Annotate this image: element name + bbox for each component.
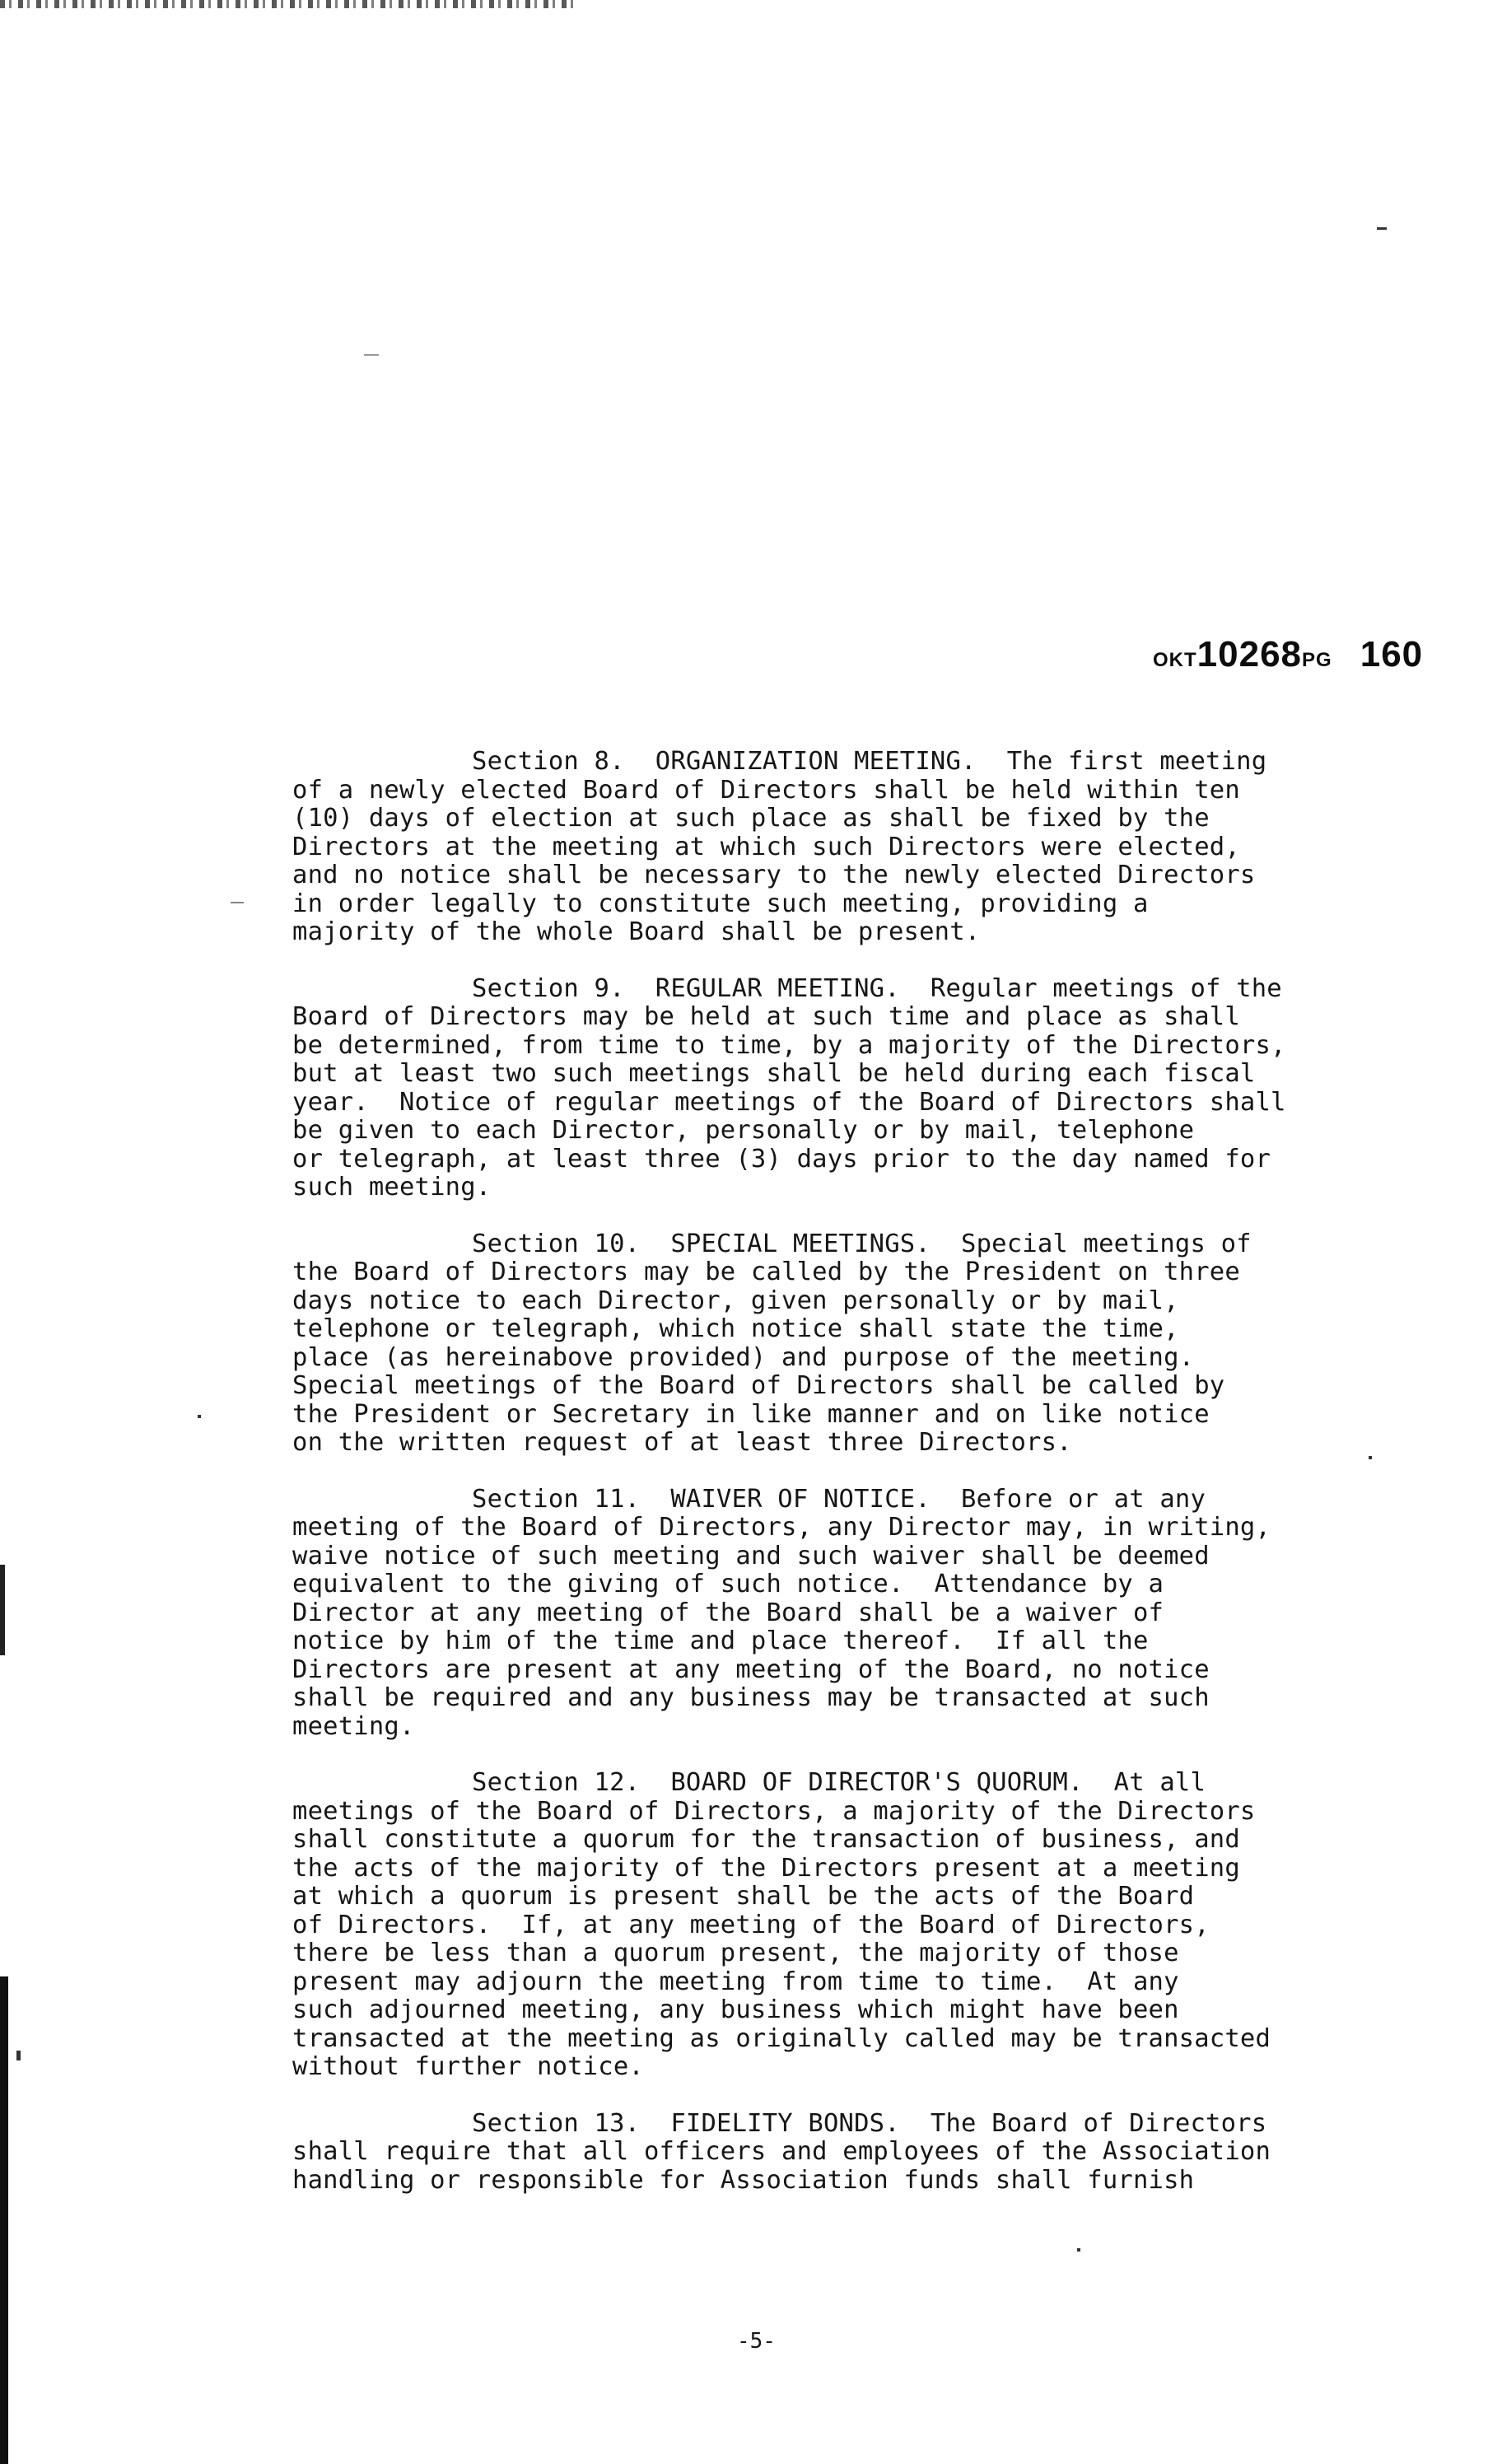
section-line: the President or Secretary in like manner and on like notice <box>292 1399 1210 1429</box>
section-line: shall require that all officers and employees of the Association <box>292 2137 1271 2166</box>
section-line: Section 10. SPECIAL MEETINGS. Special meetings of <box>472 1229 1252 1258</box>
section-line: meetings of the Board of Directors, a majority of the Directors <box>292 1796 1256 1826</box>
section-line: be determined, from time to time, by a majority of the Directors, <box>292 1030 1286 1060</box>
section-line: handling or responsible for Association funds shall furnish <box>292 2165 1195 2195</box>
scan-speck <box>231 902 244 903</box>
section-line: equivalent to the giving of such notice. Attendance by a <box>292 1570 1164 1598</box>
section-line: on the written request of at least three Directors. <box>292 1428 1072 1457</box>
section-line: Directors are present at any meeting of the Board, no notice <box>292 1654 1210 1684</box>
section-line: waive notice of such meeting and such waiver shall be deemed <box>292 1541 1210 1570</box>
section-line: present may adjourn the meeting from time to time. At any <box>292 1967 1179 1996</box>
section-line: meeting of the Board of Directors, any Director may, in writing, <box>292 1513 1271 1542</box>
section-line: notice by him of the time and place thereof. If all the <box>292 1626 1149 1655</box>
section-line: of Directors. If, at any meeting of the Board of Directors, <box>292 1910 1210 1939</box>
section-line: the acts of the majority of the Directors present at a meeting <box>292 1853 1240 1883</box>
section-line: days notice to each Director, given personally or by mail, <box>292 1286 1179 1315</box>
section-line: or telegraph, at least three (3) days prior to the day named for <box>292 1144 1271 1174</box>
section-8 <box>292 748 1462 947</box>
section-line: and no notice shall be necessary to the newly elected Directors <box>292 861 1256 889</box>
section-line: majority of the whole Board shall be present. <box>292 917 981 946</box>
section-line: Special meetings of the Board of Directors shall be called by <box>292 1371 1225 1400</box>
section-line: at which a quorum is present shall be the acts of the Board <box>292 1882 1195 1911</box>
section-11 <box>292 1486 1462 1742</box>
section-line: Board of Directors may be held at such time and place as shall <box>292 1002 1240 1031</box>
section-10 <box>292 1230 1462 1458</box>
scan-speck <box>1077 2248 1080 2252</box>
section-line: such adjourned meeting, any business which might have been <box>292 1995 1179 2024</box>
section-9 <box>292 975 1462 1202</box>
book-volume: 10268 <box>1196 634 1303 674</box>
section-13 <box>292 2110 1462 2196</box>
section-line: Section 13. FIDELITY BONDS. The Board of Directors <box>472 2108 1267 2138</box>
section-line: transacted at the meeting as originally called may be transacted <box>292 2023 1271 2053</box>
section-line: there be less than a quorum present, the majority of those <box>292 1939 1179 1967</box>
book-page-reference <box>1153 634 1423 675</box>
section-line: but at least two such meetings shall be held during each fiscal <box>292 1059 1256 1088</box>
section-line: Section 8. ORGANIZATION MEETING. The first meeting <box>472 747 1267 776</box>
section-line: place (as hereinabove provided) and purpose of the meeting. <box>292 1342 1195 1372</box>
bylaws-text <box>292 748 1462 2223</box>
section-line: in order legally to constitute such meeting, providing a <box>292 889 1149 918</box>
section-line: Section 11. WAIVER OF NOTICE. Before or at any <box>472 1484 1206 1514</box>
section-line: meeting. <box>292 1711 415 1741</box>
section-line: be given to each Director, personally or by mail, telephone <box>292 1116 1195 1145</box>
section-line: of a newly elected Board of Directors shall be held within ten <box>292 775 1240 805</box>
scan-speck <box>16 2051 21 2060</box>
section-line: the Board of Directors may be called by the President on three <box>292 1258 1240 1286</box>
scan-speck <box>198 1415 201 1418</box>
section-line: (10) days of election at such place as shall be fixed by the <box>292 804 1210 833</box>
book-page: 160 <box>1360 634 1424 674</box>
book-page-label: PG <box>1302 649 1332 671</box>
section-line: Section 12. BOARD OF DIRECTOR'S QUORUM. At all <box>472 1768 1206 1797</box>
section-line: Director at any meeting of the Board shall be a waiver of <box>292 1598 1164 1627</box>
scan-speck <box>1377 227 1387 230</box>
section-line: such meeting. <box>292 1173 492 1202</box>
section-line: Directors at the meeting at which such Directors were elected, <box>292 832 1240 861</box>
section-12 <box>292 1769 1462 2082</box>
scan-artifact-top <box>0 0 576 8</box>
page-number: -5- <box>737 2329 776 2354</box>
scan-artifact-left-fragment <box>0 1565 5 1655</box>
section-line: telephone or telegraph, which notice shall state the time, <box>292 1314 1179 1343</box>
section-line: year. Notice of regular meetings of the Board of Directors shall <box>292 1087 1286 1117</box>
section-line: without further notice. <box>292 2052 644 2081</box>
scan-artifact-left-edge <box>0 1976 8 2464</box>
book-prefix: OKT <box>1153 649 1197 671</box>
section-line: Section 9. REGULAR MEETING. Regular meetings of the <box>472 973 1282 1003</box>
section-line: shall be required and any business may be transacted at such <box>292 1683 1210 1712</box>
section-line: shall constitute a quorum for the transaction of business, and <box>292 1825 1240 1854</box>
scan-speck <box>364 354 379 356</box>
